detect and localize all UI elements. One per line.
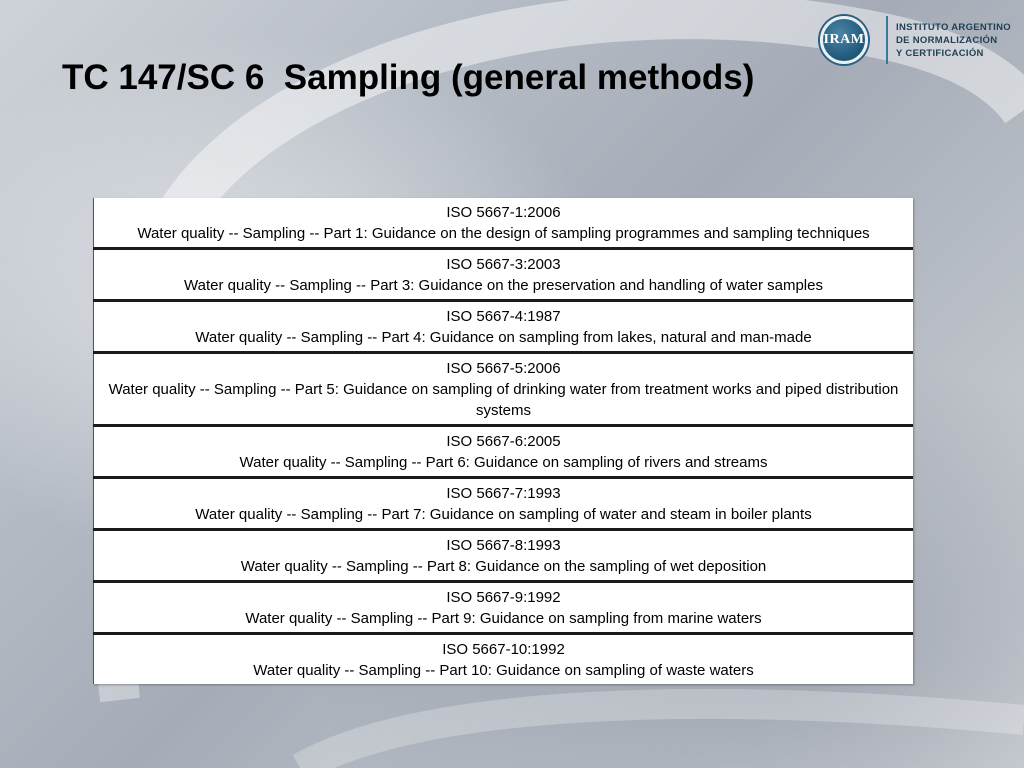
standard-cell xyxy=(94,249,914,301)
logo-line-1: INSTITUTO ARGENTINO xyxy=(896,21,1011,33)
standard-title: Water quality -- Sampling -- Part 7: Guidance on sampling of water and steam in boiler plants xyxy=(195,506,812,523)
standard-title: Water quality -- Sampling -- Part 6: Guidance on sampling of rivers and streams xyxy=(239,454,768,471)
standard-code: ISO 5667-1:2006 xyxy=(446,204,561,221)
standard-title: Water quality -- Sampling -- Part 8: Guidance on the sampling of wet deposition xyxy=(240,558,767,575)
table-row xyxy=(94,426,914,478)
standard-title: Water quality -- Sampling -- Part 10: Guidance on sampling of waste waters xyxy=(253,662,754,679)
slide-title: TC 147/SC 6 Sampling (general methods) xyxy=(62,58,755,97)
standard-code: ISO 5667-5:2006 xyxy=(446,360,561,377)
standard-title: Water quality -- Sampling -- Part 1: Guidance on the design of sampling programmes and sampling techniques xyxy=(137,225,870,242)
standard-cell xyxy=(94,478,914,530)
table-row xyxy=(94,353,914,426)
iram-seal: IRAM xyxy=(820,16,868,64)
logo-line-3: Y CERTIFICACIÓN xyxy=(896,47,984,59)
standards-table xyxy=(93,198,913,684)
standard-cell xyxy=(94,426,914,478)
logo-line-2: DE NORMALIZACIÓN xyxy=(896,34,998,46)
standard-cell xyxy=(94,582,914,634)
standard-cell xyxy=(94,301,914,353)
standard-title: Water quality -- Sampling -- Part 4: Guidance on sampling from lakes, natural and man-made xyxy=(195,329,812,346)
standard-code: ISO 5667-8:1993 xyxy=(446,537,561,554)
standard-code: ISO 5667-10:1992 xyxy=(442,641,565,658)
standard-title: Water quality -- Sampling -- Part 3: Guidance on the preservation and handling of water samples xyxy=(184,277,823,294)
standard-code: ISO 5667-3:2003 xyxy=(446,256,561,273)
iram-logo xyxy=(820,10,1020,70)
table-row xyxy=(94,530,914,582)
table-row xyxy=(94,249,914,301)
table-row xyxy=(94,198,914,249)
standard-cell xyxy=(94,634,914,685)
table-row xyxy=(94,634,914,685)
standard-code: ISO 5667-4:1987 xyxy=(446,308,561,325)
standard-code: ISO 5667-7:1993 xyxy=(446,485,561,502)
standard-title: Water quality -- Sampling -- Part 9: Guidance on sampling from marine waters xyxy=(245,610,762,627)
standard-code: ISO 5667-6:2005 xyxy=(446,433,561,450)
logo-text xyxy=(896,21,1011,60)
standard-title: Water quality -- Sampling -- Part 5: Guidance on sampling of drinking water from treatment works and piped distribution systems xyxy=(108,381,899,419)
table-row xyxy=(94,301,914,353)
logo-divider xyxy=(886,16,888,64)
standard-cell xyxy=(94,530,914,582)
standard-cell xyxy=(94,353,914,426)
table-row xyxy=(94,478,914,530)
table-row xyxy=(94,582,914,634)
standard-code: ISO 5667-9:1992 xyxy=(446,589,561,606)
standard-cell xyxy=(94,198,914,249)
